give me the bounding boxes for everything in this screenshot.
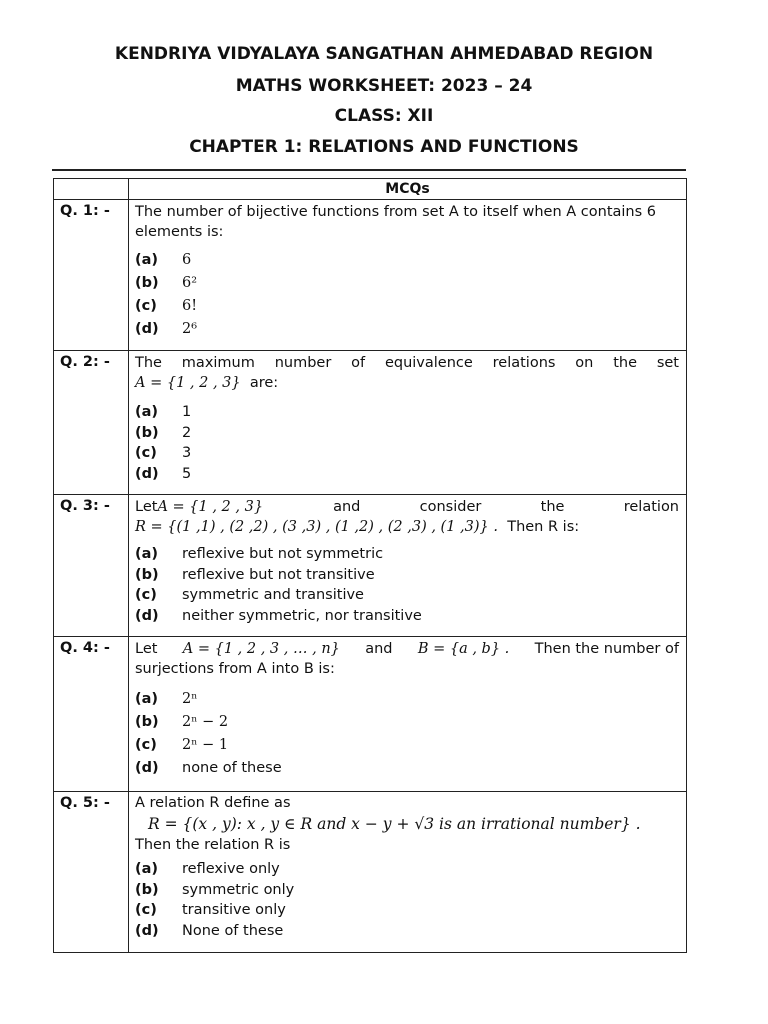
option-label: (d) (135, 321, 159, 337)
option-label: (c) (135, 587, 157, 603)
option-text: 6 (182, 252, 192, 268)
option (135, 585, 679, 606)
option (135, 402, 679, 423)
class-label: CLASS: XII (334, 106, 434, 126)
question-row (54, 495, 687, 637)
option (135, 606, 679, 627)
question-stem: A relation R define as (135, 795, 291, 811)
option-text: 6² (182, 275, 198, 291)
option-text: 1 (182, 404, 192, 420)
question-stem: and (365, 641, 393, 657)
option (135, 250, 679, 273)
option (135, 735, 679, 758)
question-number: Q. 2: - (60, 354, 110, 370)
table-header-row (54, 179, 687, 200)
option (135, 423, 679, 444)
question-stem: The number of bijective functions from set A to itself when A contains 6 elements is: (135, 204, 656, 240)
option-label: (d) (135, 760, 159, 776)
option-text: 5 (182, 465, 192, 482)
option-text: transitive only (182, 902, 286, 918)
option (135, 296, 679, 319)
question-row (54, 200, 687, 351)
set-expression: A = {1 , 2 , 3} (135, 375, 241, 391)
option-text: neither symmetric, nor transitive (182, 607, 422, 624)
option-text: 3 (182, 445, 192, 461)
set-a-expression: A = {1 , 2 , 3 , … , n} (182, 641, 340, 657)
option-text: none of these (182, 760, 282, 776)
option-text: 2 (182, 424, 192, 441)
option (135, 859, 679, 880)
option (135, 758, 679, 781)
option-text: reflexive only (182, 861, 280, 877)
school-title: KENDRIYA VIDYALAYA SANGATHAN AHMEDABAD REGION (114, 44, 654, 64)
question-stem: Then the number of (534, 641, 679, 657)
option-label: (a) (135, 252, 159, 268)
option-text: 2⁶ (182, 321, 198, 337)
option-label: (a) (135, 546, 159, 562)
option-text: reflexive but not transitive (182, 566, 375, 583)
option-text: None of these (182, 922, 284, 939)
option-label: (d) (135, 607, 159, 624)
option (135, 900, 679, 921)
option-label: (b) (135, 714, 159, 730)
option-label: (c) (135, 445, 157, 461)
option-text: 2ⁿ − 2 (182, 714, 229, 730)
question-number: Q. 4: - (60, 640, 110, 656)
relation-expression: R = {(1 ,1) , (2 ,2) , (3 ,3) , (1 ,2) , (2 ,3) , (1 ,3)} . (135, 519, 498, 535)
question-number: Q. 1: - (60, 203, 110, 219)
option-label: (b) (135, 424, 159, 441)
option-label: (b) (135, 881, 159, 898)
question-stem-tail: Then R is: (507, 519, 580, 535)
option-text: symmetric and transitive (182, 587, 364, 603)
option-text: reflexive but not symmetric (182, 546, 384, 562)
question-stem-tail: Then the relation R is (135, 837, 291, 853)
option-label: (a) (135, 861, 159, 877)
option (135, 880, 679, 901)
relation-expression: R = {(x , y): x , y ∈ R and x − y + √3 is an irrational number} . (148, 815, 641, 833)
chapter-title: CHAPTER 1: RELATIONS AND FUNCTIONS (189, 137, 579, 157)
option-text: symmetric only (182, 881, 295, 898)
option-label: (b) (135, 566, 159, 583)
option (135, 712, 679, 735)
question-stem-tail: are: (249, 375, 279, 391)
table-header-blank (54, 179, 129, 200)
question-row (54, 637, 687, 792)
option (135, 921, 679, 942)
option-label: (a) (135, 404, 159, 420)
option (135, 443, 679, 464)
option (135, 464, 679, 485)
question-stem: and consider the relation (333, 499, 679, 515)
option-label: (d) (135, 465, 159, 482)
question-number: Q. 3: - (60, 498, 110, 514)
mcq-table (53, 178, 687, 953)
option (135, 319, 679, 342)
option-label: (c) (135, 902, 157, 918)
set-b-expression: B = {a , b} . (417, 641, 510, 657)
question-stem: The maximum number of equivalence relations on the set (135, 355, 679, 371)
question-stem: Let (135, 499, 158, 515)
question-stem: surjections from A into B is: (135, 661, 335, 677)
header-divider (52, 169, 686, 171)
question-number: Q. 5: - (60, 795, 110, 811)
option (135, 544, 679, 565)
option-label: (b) (135, 275, 159, 291)
option (135, 273, 679, 296)
question-row (54, 351, 687, 495)
section-title: MCQs (129, 179, 687, 200)
option-text: 2ⁿ − 1 (182, 737, 229, 753)
option-label: (c) (135, 298, 157, 314)
set-expression: A = {1 , 2 , 3} (157, 499, 264, 515)
option (135, 565, 679, 586)
worksheet-title: MATHS WORKSHEET: 2023 – 24 (235, 76, 533, 96)
option-text: 2ⁿ (182, 691, 198, 707)
option-label: (c) (135, 737, 157, 753)
option-label: (a) (135, 691, 159, 707)
option-text: 6! (182, 298, 198, 314)
question-stem: Let (135, 641, 158, 657)
option-label: (d) (135, 922, 159, 939)
option (135, 689, 679, 712)
question-row (54, 792, 687, 953)
